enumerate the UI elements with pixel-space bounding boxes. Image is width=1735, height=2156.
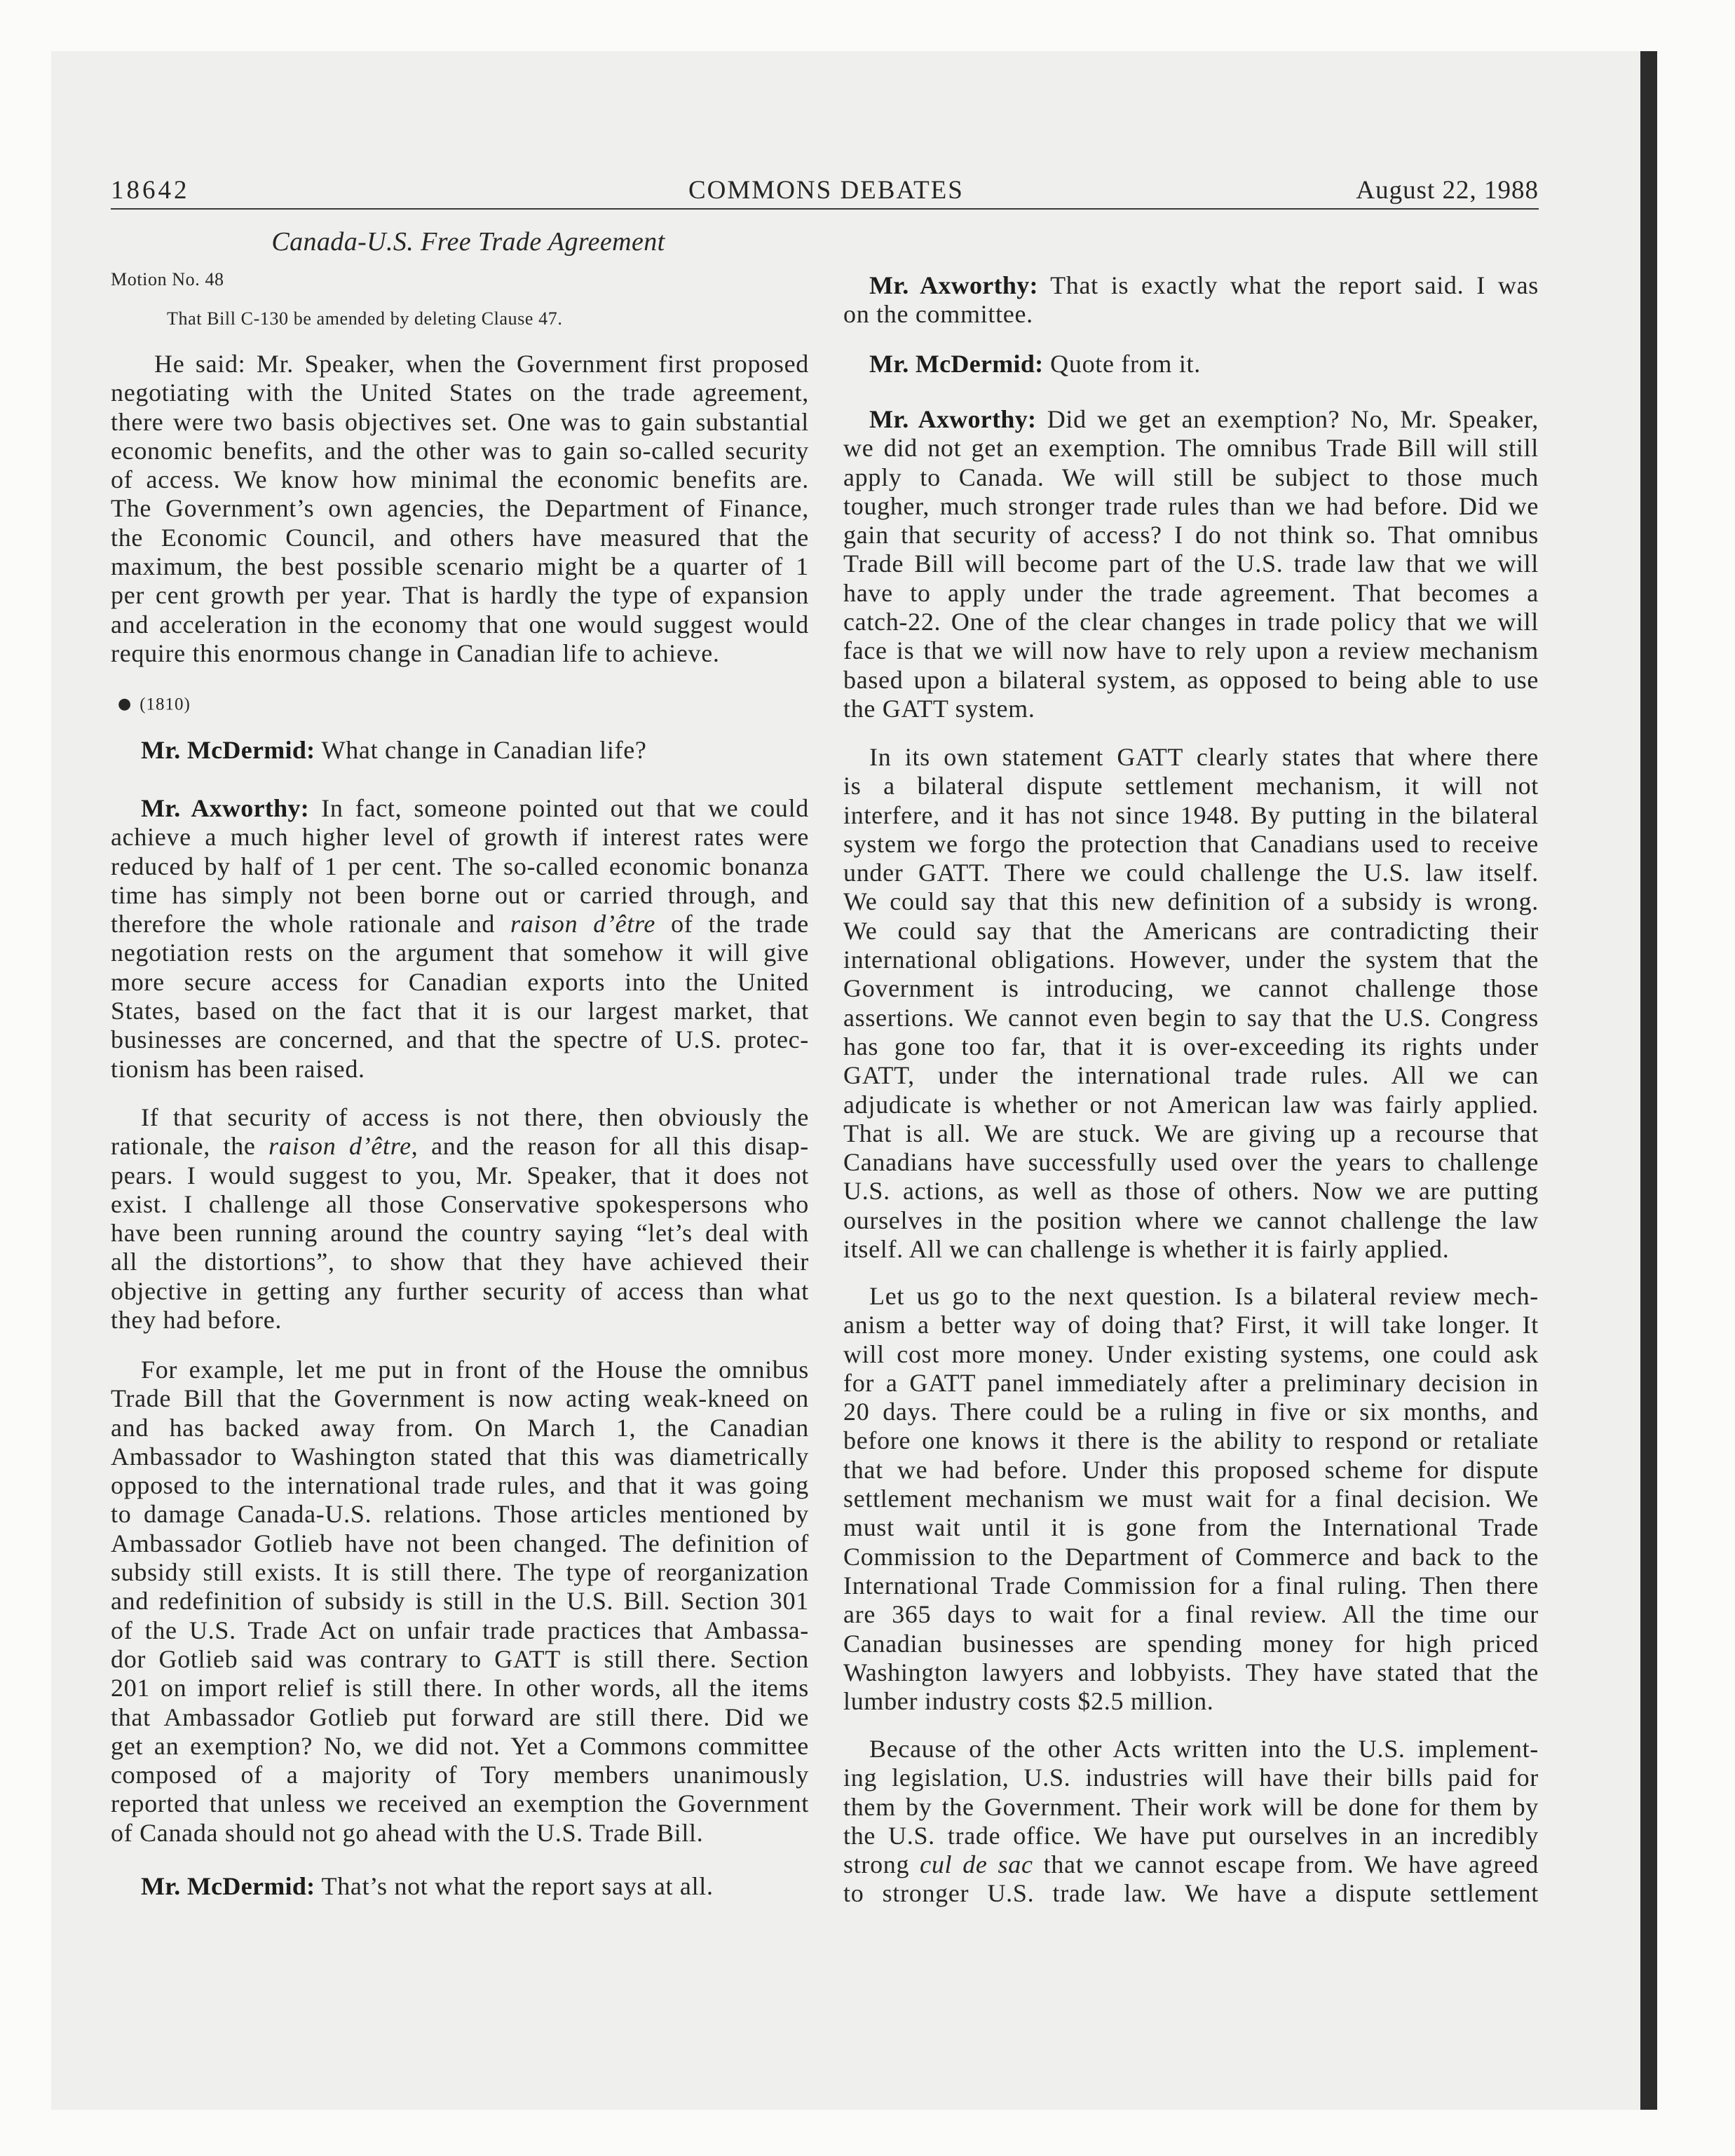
paragraph-interjection	[843, 350, 1539, 378]
text-line: 201 on import relief is still there. In other words, all the items	[111, 1674, 809, 1703]
text-line: pears. I would suggest to you, Mr. Speaker, that it does not	[111, 1161, 809, 1189]
text-line: businesses are concerned, and that the spectre of U.S. protec-	[111, 1025, 809, 1054]
paragraph-interjection	[111, 736, 809, 765]
text-line: and has backed away from. On March 1, the Canadian	[111, 1413, 809, 1442]
text-line	[111, 1872, 809, 1901]
text-line: The Government’s own agencies, the Department of Finance,	[111, 494, 809, 523]
speaker-name: Mr. McDermid:	[869, 350, 1044, 378]
text-line: Because of the other Acts written into the U.S. implement-	[869, 1735, 1539, 1763]
text-run: , and the reason for all this disap-	[411, 1132, 809, 1161]
paragraph-speech	[843, 271, 1539, 329]
text-run: Quote from it.	[1043, 350, 1201, 378]
text-line: tionism has been raised.	[111, 1054, 365, 1083]
speaker-name: Mr. Axworthy:	[869, 271, 1038, 299]
text-line: International Trade Commission for a final ruling. Then there	[843, 1571, 1539, 1599]
paragraph-speech	[843, 1282, 1539, 1716]
text-line: If that security of access is not there, then obviously the	[141, 1103, 809, 1131]
page-number: 18642	[111, 176, 190, 205]
text-run: In fact, someone pointed out that we could	[309, 794, 809, 822]
speaker-name: Mr. Axworthy:	[141, 794, 310, 822]
text-line: tougher, much stronger trade rules than we had before. Did we	[843, 491, 1539, 520]
text-line: itself. All we can challenge is whether it is fairly applied.	[843, 1235, 1450, 1264]
text-line: Commission to the Department of Commerce and back to the	[843, 1542, 1539, 1571]
italic-phrase: raison d’être	[510, 910, 656, 939]
text-line: international obligations. However, under the system that the	[843, 946, 1539, 974]
text-line: the Economic Council, and others have measured that the	[111, 523, 809, 552]
text-line: is a bilateral dispute settlement mechanism, it will not	[843, 772, 1539, 800]
text-line: based upon a bilateral system, as opposed to being able to use	[843, 665, 1539, 694]
text-line: That is all. We are stuck. We are giving up a recourse that	[843, 1119, 1539, 1147]
scan-edge-shadow	[1640, 51, 1657, 2110]
text-line: lumber industry costs $2.5 million.	[843, 1687, 1214, 1716]
text-line: ing legislation, U.S. industries will have their bills paid for	[843, 1763, 1539, 1792]
text-line: reduced by half of 1 per cent. The so-called economic bonanza	[111, 852, 809, 880]
text-line: opposed to the international trade rules, and that it was going	[111, 1471, 809, 1500]
text-line: catch-22. One of the clear changes in trade policy that we will	[843, 608, 1539, 636]
text-line: must wait until it is gone from the International Trade	[843, 1513, 1539, 1542]
text-line: time has simply not been borne out or carried through, and	[111, 880, 809, 909]
text-line	[843, 271, 1539, 300]
text-line: before one knows it there is the ability to respond or retaliate	[843, 1426, 1539, 1455]
text-line	[843, 1850, 1539, 1879]
text-line: get an exemption? No, we did not. Yet a Commons committee	[111, 1731, 809, 1760]
text-line: interfere, and it has not since 1948. By putting in the bilateral	[843, 800, 1539, 829]
motion-text: That Bill C-130 be amended by deleting Clause 47.	[167, 308, 563, 329]
text-line: the GATT system.	[843, 694, 1035, 723]
text-line	[111, 794, 809, 823]
text-line: dor Gotlieb said was contrary to GATT is still there. Section	[111, 1644, 809, 1673]
section-title: Canada-U.S. Free Trade Agreement	[271, 227, 665, 257]
text-line: gain that security of access? I do not think so. That omnibus	[843, 521, 1539, 550]
speaker-name: Mr. McDermid:	[141, 736, 315, 764]
paragraph-speech	[111, 1103, 809, 1335]
text-line	[843, 350, 1539, 378]
text-line: 20 days. There could be a ruling in five or six months, and	[843, 1398, 1539, 1426]
motion-label: Motion No. 48	[111, 269, 224, 289]
text-line: maximum, the best possible scenario might be a quarter of 1	[111, 552, 809, 581]
text-line: them by the Government. Their work will be done for them by	[843, 1792, 1539, 1821]
text-line: Canadian businesses are spending money for high priced	[843, 1629, 1539, 1658]
text-line: achieve a much higher level of growth if interest rates were	[111, 823, 809, 852]
text-line: In its own statement GATT clearly states that where there	[869, 743, 1539, 771]
text-line	[111, 1132, 809, 1161]
speaker-name: Mr. McDermid:	[141, 1872, 315, 1900]
paragraph-speech	[843, 405, 1539, 723]
text-line: U.S. actions, as well as those of others. Now we are putting	[843, 1177, 1539, 1206]
text-line: of Canada should not go ahead with the U.S. Trade Bill.	[111, 1818, 704, 1847]
text-line: we did not get an exemption. The omnibus Trade Bill will still	[843, 434, 1539, 463]
text-line: We could say that the Americans are contradicting their	[843, 916, 1539, 945]
text-line: reported that unless we received an exemption the Government	[111, 1789, 809, 1818]
text-line: they had before.	[111, 1306, 283, 1335]
text-line: Let us go to the next question. Is a bilateral review mech-	[869, 1282, 1539, 1310]
text-line: exist. I challenge all those Conservative spokespersons who	[111, 1189, 809, 1218]
text-line: Ambassador Gotlieb have not been changed. The definition of	[111, 1529, 809, 1557]
text-run: What change in Canadian life?	[315, 736, 647, 764]
text-line: have been running around the country saying “let’s deal with	[111, 1219, 809, 1248]
text-line: composed of a majority of Tory members unanimously	[111, 1761, 809, 1789]
text-line: ourselves in the position where we cannot challenge the law	[843, 1206, 1539, 1234]
text-line: to stronger U.S. trade law. We have a dispute settlement	[843, 1879, 1539, 1908]
text-line: We could say that this new definition of a subsidy is wrong.	[843, 887, 1539, 916]
time-stamp: (1810)	[140, 695, 191, 714]
text-run: Did we get an exemption? No, Mr. Speaker,	[1036, 405, 1539, 433]
paragraph-speech	[111, 350, 809, 668]
text-line: of access. We know how minimal the economic benefits are.	[111, 465, 809, 494]
text-line: adjudicate is whether or not American law was fairly applied.	[843, 1090, 1539, 1119]
text-line: Ambassador to Washington stated that this was diametrically	[111, 1442, 809, 1471]
text-line: on the committee.	[843, 300, 1033, 329]
text-line: Trade Bill will become part of the U.S. trade law that we will	[843, 550, 1539, 578]
text-line: and redefinition of subsidy is still in the U.S. Bill. Section 301	[111, 1587, 809, 1616]
italic-phrase: raison d’être	[268, 1132, 411, 1161]
text-line: that Ambassador Gotlieb put forward are still there. Did we	[111, 1703, 809, 1731]
text-line: Government is introducing, we cannot challenge those	[843, 974, 1539, 1003]
text-run: therefore the whole rationale and	[111, 910, 511, 939]
speaker-name: Mr. Axworthy:	[869, 405, 1037, 433]
text-line	[111, 736, 809, 765]
text-line: have to apply under the trade agreement. That becomes a	[843, 578, 1539, 607]
text-line: anism a better way of doing that? First, it will take longer. It	[843, 1311, 1539, 1339]
text-run: That’s not what the report says at all.	[315, 1872, 714, 1900]
text-line: settlement mechanism we must wait for a final decision. We	[843, 1485, 1539, 1513]
text-line: under GATT. There we could challenge the U.S. law itself.	[843, 859, 1539, 887]
text-line: there were two basis objectives set. One was to gain substantial	[111, 407, 809, 436]
text-line: Trade Bill that the Government is now acting weak-kneed on	[111, 1384, 809, 1413]
text-line: Washington lawyers and lobbyists. They have stated that the	[843, 1658, 1539, 1686]
paragraph-speech	[843, 743, 1539, 1264]
text-line: of the U.S. Trade Act on unfair trade practices that Ambassa-	[111, 1616, 809, 1644]
text-line: system we forgo the protection that Canadians used to receive	[843, 829, 1539, 858]
paragraph-speech	[111, 794, 809, 1084]
text-line: States, based on the fact that it is our largest market, that	[111, 997, 809, 1025]
text-line: assertions. We cannot even begin to say that the U.S. Congress	[843, 1003, 1539, 1032]
text-line: more secure access for Canadian exports into the United	[111, 967, 809, 996]
text-line	[111, 910, 809, 939]
text-line: require this enormous change in Canadian life to achieve.	[111, 639, 720, 667]
text-line: subsidy still exists. It is still there. The type of reorganization	[111, 1558, 809, 1587]
paragraph-interjection	[111, 1872, 809, 1901]
page-date: August 22, 1988	[1356, 176, 1539, 205]
bullet-icon: ●	[118, 695, 132, 714]
text-line: that we had before. Under this proposed scheme for dispute	[843, 1455, 1539, 1484]
text-line: face is that we will now have to rely upon a review mechanism	[843, 636, 1539, 665]
time-marker	[118, 694, 191, 715]
paragraph-speech	[843, 1735, 1539, 1909]
text-line: apply to Canada. We will still be subject to those much	[843, 463, 1539, 491]
text-line: the U.S. trade office. We have put ourselves in an incredibly	[843, 1821, 1539, 1850]
text-line: negotiation rests on the argument that somehow it will give	[111, 939, 809, 967]
text-line: negotiating with the United States on the trade agreement,	[111, 378, 809, 407]
text-line: He said: Mr. Speaker, when the Government first proposed	[154, 350, 809, 378]
text-line: For example, let me put in front of the House the omnibus	[141, 1356, 809, 1384]
text-line: will cost more money. Under existing systems, one could ask	[843, 1339, 1539, 1368]
text-line: per cent growth per year. That is hardly the type of expansion	[111, 581, 809, 610]
text-run: That is exactly what the report said. I was	[1037, 271, 1539, 299]
text-line: economic benefits, and the other was to gain so-called security	[111, 436, 809, 465]
publication-title: COMMONS DEBATES	[688, 176, 964, 205]
text-line: GATT, under the international trade rules. All we can	[843, 1061, 1539, 1090]
text-line: all the distortions”, to show that they have achieved their	[111, 1248, 809, 1276]
text-line: to damage Canada-U.S. relations. Those articles mentioned by	[111, 1500, 809, 1529]
text-line: are 365 days to wait for a final review. All the time our	[843, 1600, 1539, 1629]
text-line: has gone too far, that it is over-exceeding its rights under	[843, 1032, 1539, 1060]
text-line: for a GATT panel immediately after a preliminary decision in	[843, 1368, 1539, 1397]
text-run: that we cannot escape from. We have agreed	[1033, 1850, 1539, 1879]
text-line: Canadians have successfully used over the years to challenge	[843, 1148, 1539, 1177]
text-line: and acceleration in the economy that one would suggest would	[111, 610, 809, 639]
italic-phrase: cul de sac	[920, 1850, 1033, 1879]
text-line	[843, 405, 1539, 434]
text-run: of the trade	[655, 910, 809, 939]
text-run: rationale, the	[111, 1132, 269, 1161]
header-rule	[111, 208, 1539, 210]
paragraph-speech	[111, 1356, 809, 1848]
text-run: strong	[843, 1850, 920, 1879]
text-line: objective in getting any further security of access than what	[111, 1276, 809, 1305]
